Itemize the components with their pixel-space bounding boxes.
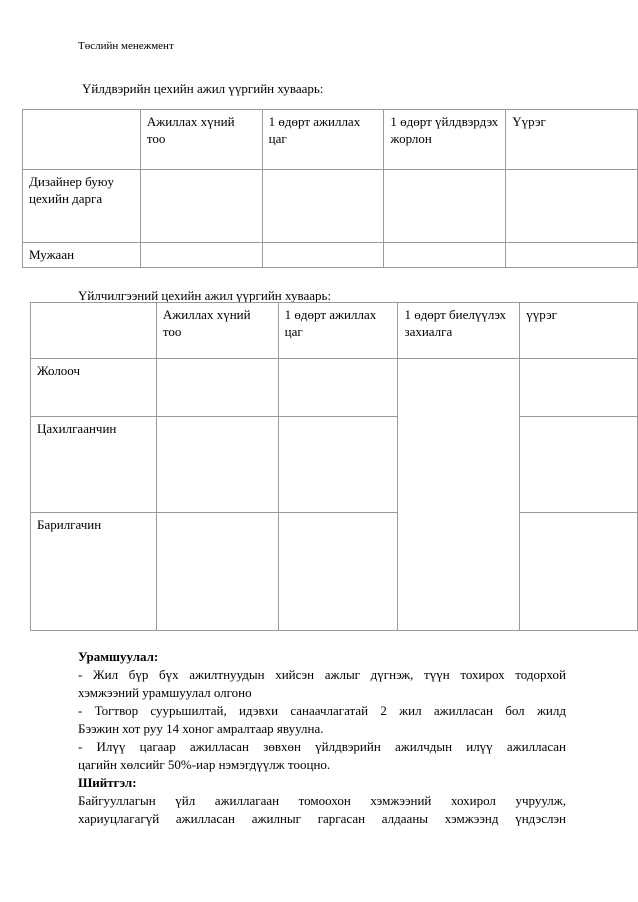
incentive-heading: Урамшуулал:: [78, 649, 159, 664]
table-cell: [278, 513, 398, 631]
paragraph-line: хэмжээний урамшуулал олгоно: [78, 685, 252, 700]
table-cell: [262, 170, 384, 243]
page-header: Төслийн менежмент: [78, 40, 174, 52]
table-cell: [278, 417, 398, 513]
paragraph-line: хариуцлагагүй ажилласан ажилныг гаргасан алдааны хэмжээнд үндэслэн: [78, 811, 566, 826]
header-cell: 1 өдөрт ажиллах цаг: [278, 303, 398, 359]
paragraph-line: Бээжин хот руу 14 хоног амралтаар явуулна.: [78, 721, 324, 736]
table-header-row: [31, 303, 638, 359]
table-cell: [140, 170, 262, 243]
row-label: Дизайнер буюу цехийн дарга: [23, 170, 141, 243]
table-row: [31, 513, 638, 631]
penalty-heading: Шийтгэл:: [78, 775, 137, 790]
table-cell: [278, 359, 398, 417]
table-cell: [520, 417, 638, 513]
workshop-table-title: Үйлдвэрийн цехийн ажил үүргийн хуваарь:: [82, 81, 324, 96]
service-table-title: Үйлчилгээний цехийн ажил үүргийн хуваарь:: [78, 288, 332, 303]
paragraph-line: Байгууллагын үйл ажиллагаан томоохон хэмжээний хохирол учруулж,: [78, 793, 566, 808]
table-cell: [156, 513, 278, 631]
table-cell: [262, 243, 384, 268]
row-label: Барилгачин: [31, 513, 157, 631]
table-row: [23, 170, 638, 243]
table-row: [31, 359, 638, 417]
header-cell: [23, 110, 141, 170]
table-cell: [384, 170, 506, 243]
header-cell: үүрэг: [520, 303, 638, 359]
header-cell: 1 өдөрт үйлдвэрдэх жорлон: [384, 110, 506, 170]
workshop-duty-table: [22, 109, 638, 268]
header-cell: [31, 303, 157, 359]
header-cell: Ажиллах хүний тоо: [156, 303, 278, 359]
table-cell: [506, 170, 638, 243]
service-duty-table: [30, 302, 638, 631]
row-label: Мужаан: [23, 243, 141, 268]
header-cell: Ажиллах хүний тоо: [140, 110, 262, 170]
paragraph-line: - Тогтвор суурьшилтай, идэвхи санаачлагатай 2 жил ажилласан бол жилд: [78, 703, 566, 718]
row-label: Цахилгаанчин: [31, 417, 157, 513]
table-cell: [506, 243, 638, 268]
paragraph-line: цагийн хөлсийг 50%-иар нэмэгдүүлж тооцно.: [78, 757, 331, 772]
paragraph-line: - Жил бүр бүх ажилтнуудын хийсэн ажлыг дүгнэж, түүн тохирох тодорхой: [78, 667, 566, 682]
row-label: Жолооч: [31, 359, 157, 417]
table-header-row: [23, 110, 638, 170]
header-cell: 1 өдөрт биелүүлэх захиалга: [398, 303, 520, 359]
table-cell: [384, 243, 506, 268]
table-cell: [520, 359, 638, 417]
header-cell: Үүрэг: [506, 110, 638, 170]
table-cell: [156, 359, 278, 417]
table-row: [23, 243, 638, 268]
header-cell: 1 өдөрт ажиллах цаг: [262, 110, 384, 170]
table-cell: [520, 513, 638, 631]
merged-cell: [398, 359, 520, 631]
table-cell: [156, 417, 278, 513]
table-row: [31, 417, 638, 513]
paragraph-line: - Илүү цагаар ажилласан зөвхөн үйлдвэрийн ажилчдын илүү ажилласан: [78, 739, 566, 754]
table-cell: [140, 243, 262, 268]
body-text: [78, 648, 566, 828]
